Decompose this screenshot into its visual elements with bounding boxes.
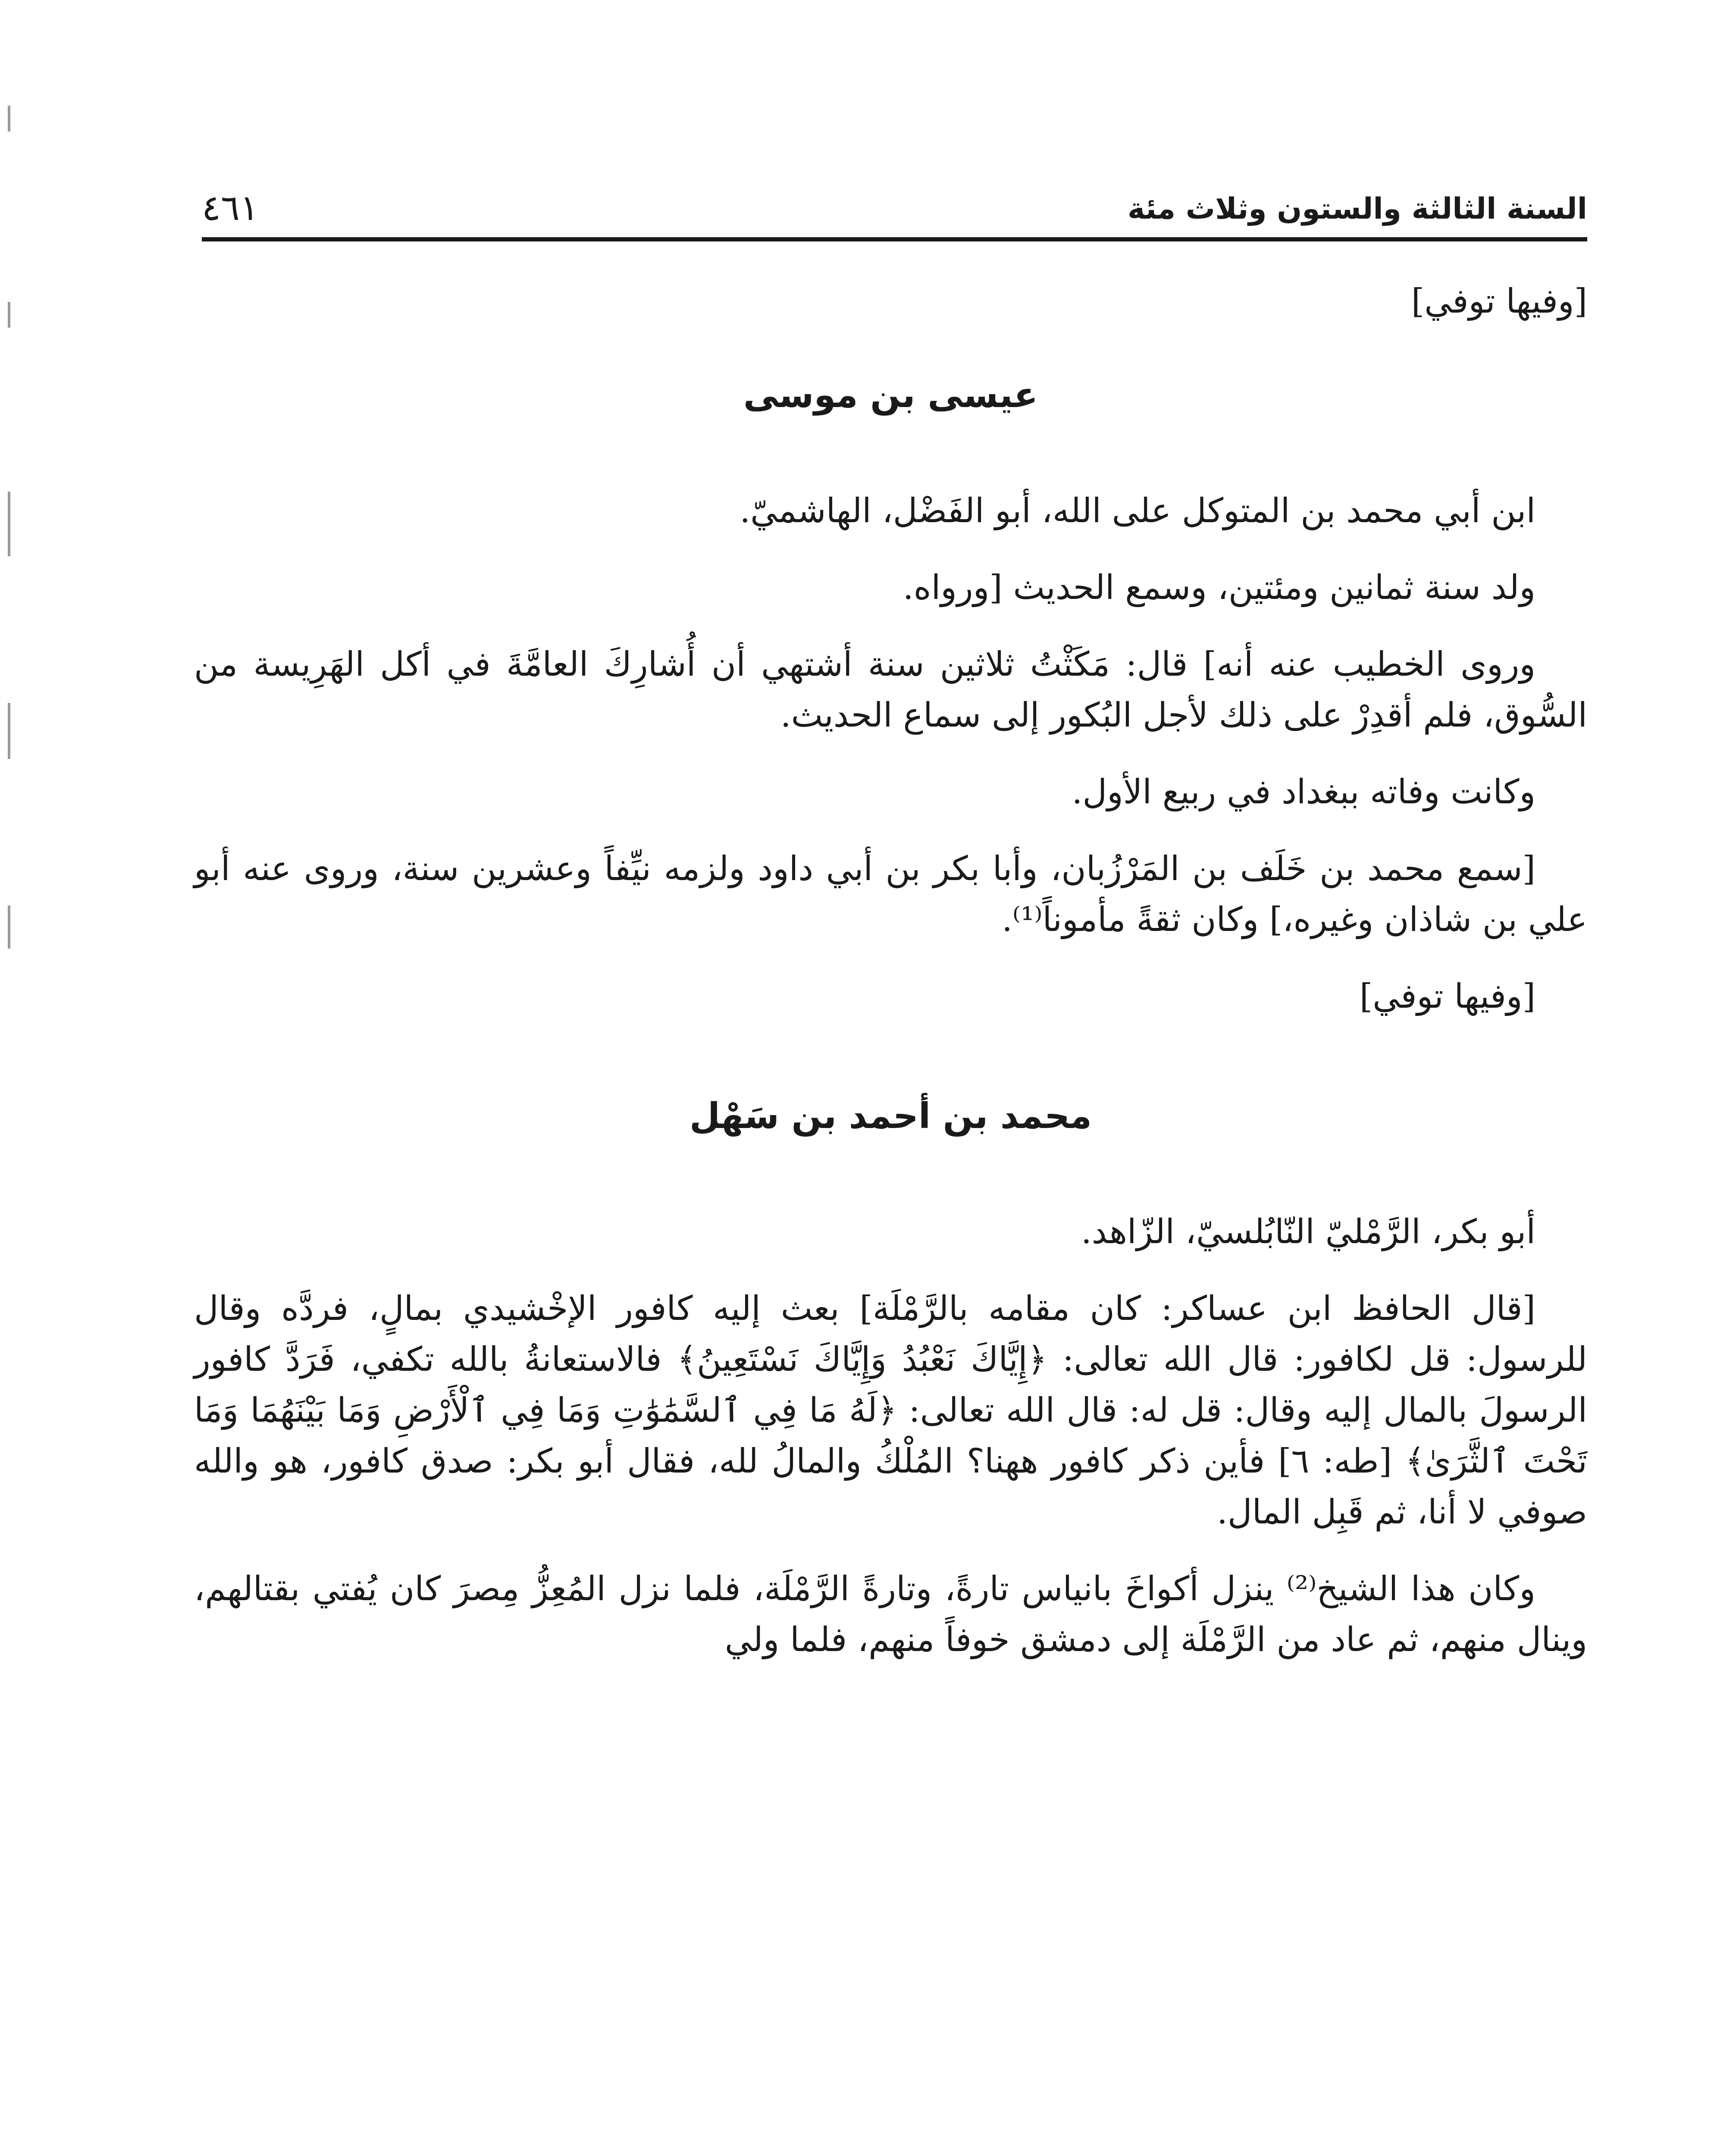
- scan-edge-mark: [8, 703, 10, 759]
- death-year-note: [وفيها توفي]: [1411, 282, 1587, 321]
- scan-edge-mark: [8, 906, 10, 949]
- paragraph: وروى الخطيب عنه أنه] قال: مَكَثْتُ ثلاثين سنة أشتهي أن أُشارِكَ العامَّةَ في أكل الهَرِيسة من السُّوق، فلم أقدِرْ على ذلك لأجل البُكور إلى سماع الحديث.: [194, 645, 1587, 735]
- paragraph: ولد سنة ثمانين ومئتين، وسمع الحديث [ورواه.: [903, 568, 1536, 607]
- scan-edge-mark: [8, 492, 10, 556]
- paragraph: [سمع محمد بن خَلَف بن المَرْزُبان، وأبا بكر بن أبي داود ولزمه نيِّفاً وعشرين سنة، وروى عنه أبو علي بن شاذان وغيره،] وكان ثقةً مأموناً⁽¹⁾.: [194, 849, 1587, 939]
- scan-edge-mark: [8, 106, 10, 132]
- paragraph: وكان هذا الشيخ⁽²⁾ ينزل أكواخَ بانياس تارةً، وتارةً الرَّمْلَة، فلما نزل المُعِزُّ مِصرَ كان يُفتي بقتالهم، وينال منهم، ثم عاد من الرَّمْلَة إلى دمشق خوفاً منهم، فلما ولي: [194, 1570, 1587, 1659]
- body-text: [194, 276, 1587, 1691]
- biography-heading: عيسى بن موسى: [743, 375, 1038, 416]
- running-header: [202, 181, 1587, 241]
- running-title: السنة الثالثة والستون وثلاث مئة: [1128, 192, 1587, 226]
- paragraph: أبو بكر، الرَّمْليّ النّابُلسيّ، الزّاهد.: [1081, 1213, 1536, 1251]
- scan-edge-mark: [8, 302, 10, 328]
- paragraph: [قال الحافظ ابن عساكر: كان مقامه بالرَّمْلَة] بعث إليه كافور الإخْشيدي بمالٍ، فردَّه وقال للرسول: قل لكافور: قال الله تعالى: ﴿إِيَّاكَ نَعْبُدُ وَإِيَّاكَ نَسْتَعِينُ﴾ فالاستعانةُ بالله تكفي، فَرَدَّ كافور الرسولَ بالمال إليه وقال: قل له: قال الله تعالى: ﴿لَهُ مَا فِي ٱلسَّمَٰوَٰتِ وَمَا فِي ٱلْأَرْضِ وَمَا بَيْنَهُمَا وَمَا تَحْتَ ٱلثَّرَىٰ﴾ [طه: ٦] فأين ذكر كافور ههنا؟ المُلْكُ والمالُ لله، فقال أبو بكر: صدق كافور، هو والله صوفي لا أنا، ثم قَبِل المال.: [194, 1289, 1587, 1532]
- paragraph: وكانت وفاته ببغداد في ربيع الأول.: [1072, 773, 1536, 812]
- page-number: ٤٦١: [202, 188, 259, 229]
- death-year-note: [وفيها توفي]: [1359, 977, 1536, 1016]
- paragraph: ابن أبي محمد بن المتوكل على الله، أبو الفَضْل، الهاشميّ.: [740, 492, 1536, 530]
- biography-heading: محمد بن أحمد بن سَهْل: [689, 1096, 1092, 1137]
